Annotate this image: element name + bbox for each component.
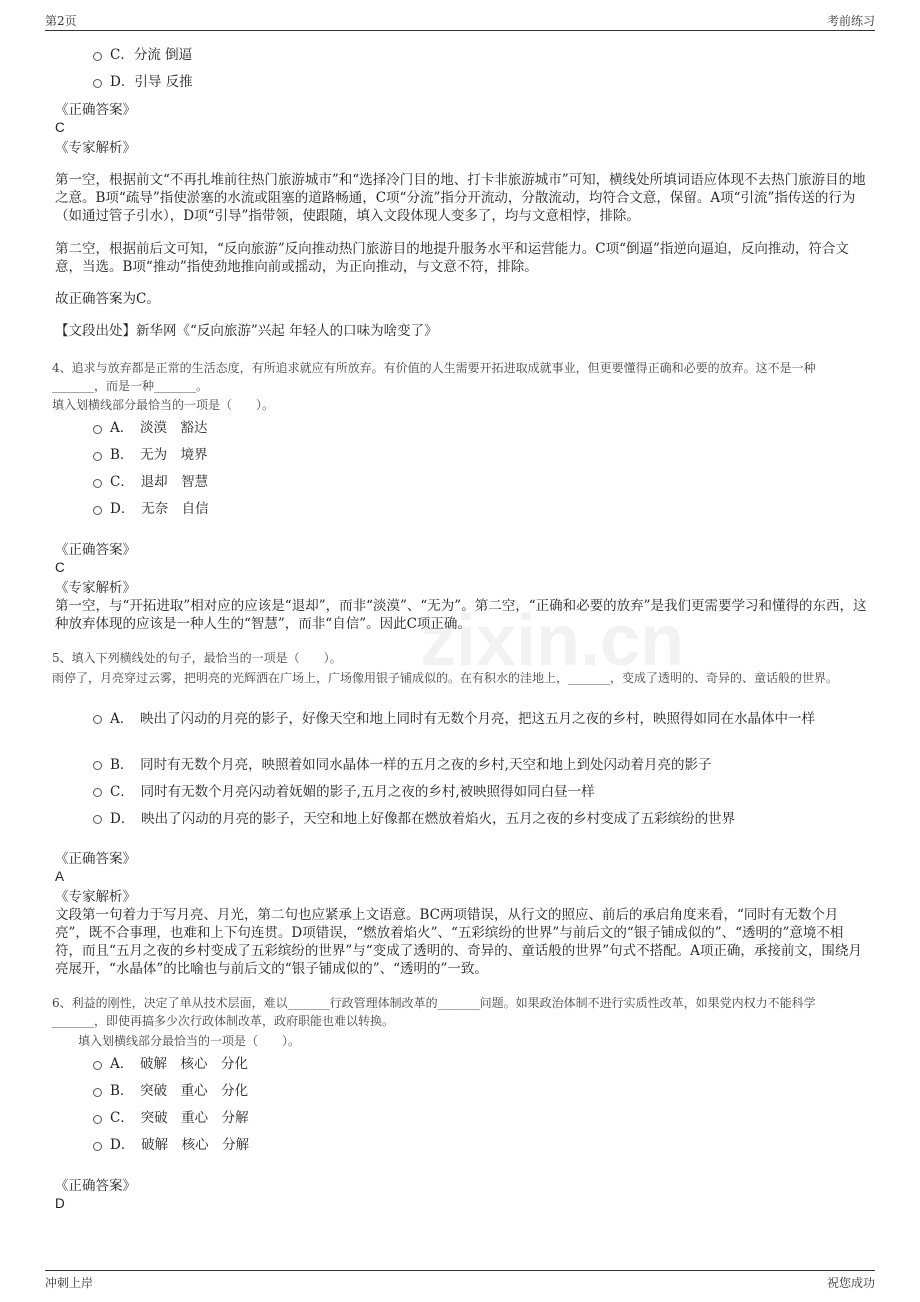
option-c[interactable] bbox=[93, 472, 208, 492]
analysis-paragraph: 第一空，根据前文“不再扎堆前往热门旅游城市”和“选择冷门目的地、打卡非旅游城市”可知，横线处所填词语应体现不去热门旅游目的地之意。B项“疏导”指使淤塞的水流或阻塞的道路畅通，C项“分流”指分开流动，分散流动，均符合文意，保留。A项“引流”指传送的行为（如通过管子引水），D项“引导”指带领，使跟随，填入文段体现人变多了，均与文意相悖，排除。 bbox=[55, 172, 866, 224]
option-d[interactable] bbox=[93, 499, 209, 519]
question-stem: 6、利益的刚性，决定了单从技术层面，难以_______行政管理体制改革的_______问题。如果政治体制不进行实质性改革，如果党内权力不能科学_______，即使再搞多少次行政体制改革，政府职能也难以转换。 bbox=[52, 996, 816, 1028]
option-c[interactable] bbox=[93, 45, 192, 65]
option-c[interactable] bbox=[93, 1108, 249, 1128]
option-b[interactable] bbox=[93, 445, 208, 465]
option-d[interactable] bbox=[93, 72, 193, 92]
question-text: 雨停了，月亮穿过云雾，把明亮的光辉洒在广场上，广场像用银子铺成似的。在有积水的洼地上，_______，变成了透明的、奇异的、童话般的世界。 bbox=[52, 671, 839, 685]
radio-icon[interactable] bbox=[93, 715, 102, 724]
answer-label: 《正确答案》 bbox=[55, 851, 136, 867]
answer-label: 《正确答案》 bbox=[55, 542, 136, 558]
question-stem: 4、追求与放弃都是正常的生活态度，有所追求就应有所放弃。有价值的人生需要开拓进取成就事业，但更要懂得正确和必要的放弃。这不是一种_______，而是一种_______。 bbox=[52, 361, 816, 393]
analysis-paragraph: 第一空，与“开拓进取”相对应的应该是“退却”，而非“淡漠”、“无为”。第二空，“正确和必要的放弃”是我们更需要学习和懂得的东西，这种放弃体现的应该是一种人生的“智慧”，而非“自信”。因此C项正确。 bbox=[55, 598, 867, 632]
option-label: B． 同时有无数个月亮，映照着如同水晶体一样的五月之夜的乡村,天空和地上到处闪动着月亮的影子 bbox=[110, 757, 712, 773]
option-label: A． 淡漠 豁达 bbox=[110, 420, 208, 436]
option-label: C． 退却 智慧 bbox=[110, 474, 209, 490]
footer-left: 冲刺上岸 bbox=[45, 1276, 94, 1290]
question-stem: 5、填入下列横线处的句子，最恰当的一项是（ ）。 bbox=[52, 651, 342, 665]
option-label: D． 无奈 自信 bbox=[110, 501, 209, 517]
option-b[interactable] bbox=[93, 1081, 248, 1101]
radio-icon[interactable] bbox=[93, 506, 102, 515]
header-title: 考前练习 bbox=[826, 14, 875, 28]
option-label: B． 突破 重心 分化 bbox=[110, 1083, 249, 1099]
radio-icon[interactable] bbox=[93, 79, 102, 88]
question-prompt: 填入划横线部分最恰当的一项是（ ）。 bbox=[52, 398, 275, 412]
radio-icon[interactable] bbox=[93, 788, 102, 797]
option-a[interactable] bbox=[93, 708, 873, 730]
option-label: A． 破解 核心 分化 bbox=[110, 1056, 248, 1072]
radio-icon[interactable] bbox=[93, 52, 102, 61]
radio-icon[interactable] bbox=[93, 479, 102, 488]
footer-right: 祝您成功 bbox=[826, 1276, 875, 1290]
option-label: A． 映出了闪动的月亮的影子，好像天空和地上同时有无数个月亮，把这五月之夜的乡村，映照得如同在水晶体中一样 bbox=[110, 711, 815, 727]
answer-label: 《正确答案》 bbox=[55, 1178, 136, 1194]
analysis-label: 《专家解析》 bbox=[55, 140, 136, 156]
page-footer bbox=[45, 1270, 875, 1291]
radio-icon[interactable] bbox=[93, 1061, 102, 1070]
option-a[interactable] bbox=[93, 418, 208, 438]
option-a[interactable] bbox=[93, 1054, 248, 1074]
answer-value: D bbox=[55, 1196, 65, 1211]
answer-value: C bbox=[55, 120, 65, 135]
analysis-label: 《专家解析》 bbox=[55, 889, 136, 905]
source-citation: 【文段出处】新华网《“反向旅游”兴起 年轻人的口味为啥变了》 bbox=[55, 323, 438, 339]
option-b[interactable] bbox=[93, 754, 873, 776]
answer-value: A bbox=[55, 869, 65, 884]
option-label: C．分流 倒逼 bbox=[110, 47, 193, 63]
radio-icon[interactable] bbox=[93, 425, 102, 434]
radio-icon[interactable] bbox=[93, 815, 102, 824]
analysis-label: 《专家解析》 bbox=[55, 580, 136, 596]
option-label: D．引导 反推 bbox=[110, 74, 193, 90]
option-label: C． 同时有无数个月亮闪动着妩媚的影子,五月之夜的乡村,被映照得如同白昼一样 bbox=[110, 784, 595, 800]
option-d[interactable] bbox=[93, 808, 873, 830]
radio-icon[interactable] bbox=[93, 1115, 102, 1124]
option-d[interactable] bbox=[93, 1135, 249, 1155]
option-label: B． 无为 境界 bbox=[110, 447, 208, 463]
answer-value: C bbox=[55, 560, 65, 575]
analysis-paragraph: 第二空，根据前后文可知，“反向旅游”反向推动热门旅游目的地提升服务水平和运营能力。C项“倒逼”指逆向逼迫，反向推动，符合文意，当选。B项“推动”指使劲地推向前或摇动，为正向推动，与文意不符，排除。 bbox=[55, 241, 849, 275]
radio-icon[interactable] bbox=[93, 1142, 102, 1151]
radio-icon[interactable] bbox=[93, 761, 102, 770]
option-label: D． 破解 核心 分解 bbox=[110, 1137, 250, 1153]
analysis-paragraph: 文段第一句着力于写月亮、月光，第二句也应紧承上文语意。BC两项错误，从行文的照应、前后的承启角度来看，“同时有无数个月亮”，既不合事理，也难和上下句连贯。D项错误，“燃放着焰火”、“五彩缤纷的世界”与前后文的“银子铺成似的”、“透明的”意境不相符，而且“五月之夜的乡村变成了五彩缤纷的世界”与“变成了透明的、奇异的、童话般的世界”句式不搭配。A项正确，承接前文，围绕月亮展开，“水晶体”的比喻也与前后文的“银子铺成似的”、“透明的”一致。 bbox=[55, 907, 862, 977]
watermark: zixin.cn bbox=[420, 601, 685, 681]
page-header bbox=[45, 12, 875, 31]
option-label: C． 突破 重心 分解 bbox=[110, 1110, 249, 1126]
option-c[interactable] bbox=[93, 781, 873, 803]
page-number: 第2页 bbox=[45, 14, 77, 28]
radio-icon[interactable] bbox=[93, 452, 102, 461]
answer-label: 《正确答案》 bbox=[55, 102, 136, 118]
analysis-paragraph: 故正确答案为C。 bbox=[55, 291, 160, 307]
option-label: D． 映出了闪动的月亮的影子，天空和地上好像都在燃放着焰火，五月之夜的乡村变成了五彩缤纷的世界 bbox=[110, 811, 736, 827]
question-prompt: 填入划横线部分最恰当的一项是（ ）。 bbox=[78, 1034, 301, 1048]
radio-icon[interactable] bbox=[93, 1088, 102, 1097]
